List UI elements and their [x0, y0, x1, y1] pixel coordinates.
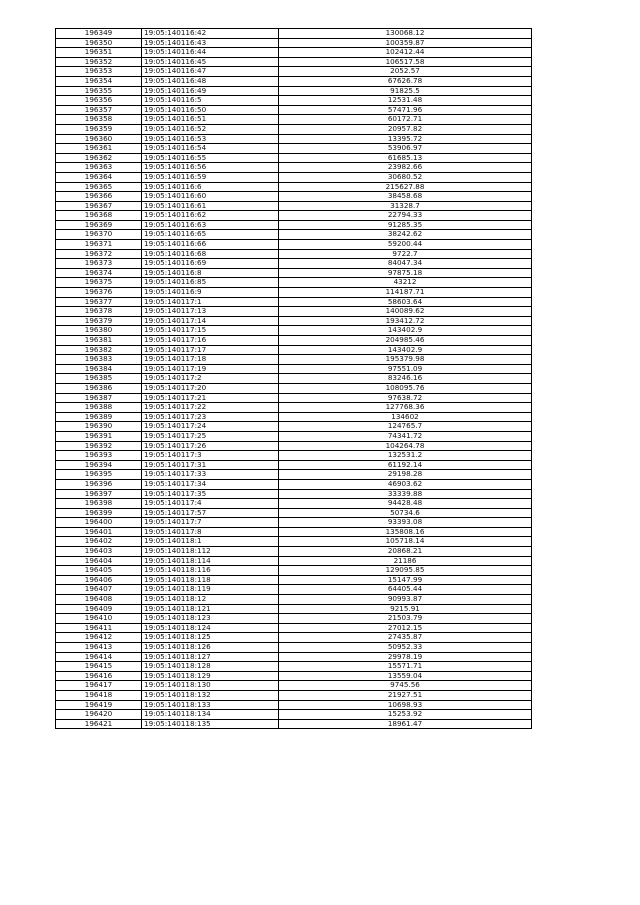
table-row [56, 499, 532, 509]
table-row [56, 547, 532, 557]
table-row [56, 585, 532, 595]
timestamp-cell: 19:05:140117:21 [142, 393, 279, 403]
table-row [56, 278, 532, 288]
timestamp-cell: 19:05:140116:69 [142, 259, 279, 269]
table-row [56, 652, 532, 662]
table-row [56, 153, 532, 163]
value-cell: 43212 [279, 278, 532, 288]
value-cell: 21186 [279, 556, 532, 566]
value-cell: 91285.35 [279, 220, 532, 230]
value-cell: 38242.62 [279, 230, 532, 240]
table-row [56, 316, 532, 326]
timestamp-cell: 19:05:140117:24 [142, 422, 279, 432]
table-row [56, 172, 532, 182]
value-cell: 61192.14 [279, 460, 532, 470]
row-id-cell: 196353 [56, 67, 142, 77]
row-id-cell: 196400 [56, 518, 142, 528]
timestamp-cell: 19:05:140118:123 [142, 614, 279, 624]
row-id-cell: 196377 [56, 297, 142, 307]
table-row [56, 105, 532, 115]
table-row [56, 144, 532, 154]
value-cell: 143402.9 [279, 326, 532, 336]
table-row [56, 393, 532, 403]
row-id-cell: 196361 [56, 144, 142, 154]
value-cell: 67626.78 [279, 76, 532, 86]
timestamp-cell: 19:05:140116:85 [142, 278, 279, 288]
value-cell: 15571.71 [279, 662, 532, 672]
table-row [56, 527, 532, 537]
value-cell: 130068.12 [279, 29, 532, 39]
value-cell: 29198.28 [279, 470, 532, 480]
row-id-cell: 196349 [56, 29, 142, 39]
row-id-cell: 196351 [56, 48, 142, 58]
row-id-cell: 196382 [56, 345, 142, 355]
value-cell: 124765.7 [279, 422, 532, 432]
row-id-cell: 196381 [56, 336, 142, 346]
row-id-cell: 196410 [56, 614, 142, 624]
value-cell: 84047.34 [279, 259, 532, 269]
value-cell: 61685.13 [279, 153, 532, 163]
timestamp-cell: 19:05:140118:130 [142, 681, 279, 691]
row-id-cell: 196370 [56, 230, 142, 240]
value-cell: 9745.56 [279, 681, 532, 691]
timestamp-cell: 19:05:140118:127 [142, 652, 279, 662]
timestamp-cell: 19:05:140118:125 [142, 633, 279, 643]
value-cell: 9722.7 [279, 249, 532, 259]
timestamp-cell: 19:05:140117:22 [142, 403, 279, 413]
timestamp-cell: 19:05:140117:4 [142, 499, 279, 509]
value-cell: 90993.87 [279, 595, 532, 605]
timestamp-cell: 19:05:140117:34 [142, 479, 279, 489]
row-id-cell: 196392 [56, 441, 142, 451]
timestamp-cell: 19:05:140118:119 [142, 585, 279, 595]
value-cell: 102412.44 [279, 48, 532, 58]
row-id-cell: 196416 [56, 671, 142, 681]
row-id-cell: 196394 [56, 460, 142, 470]
row-id-cell: 196419 [56, 700, 142, 710]
data-sheet [55, 28, 531, 729]
table-row [56, 623, 532, 633]
timestamp-cell: 19:05:140116:44 [142, 48, 279, 58]
table-row [56, 163, 532, 173]
timestamp-cell: 19:05:140117:13 [142, 307, 279, 317]
timestamp-cell: 19:05:140116:42 [142, 29, 279, 39]
table-row [56, 220, 532, 230]
timestamp-cell: 19:05:140117:31 [142, 460, 279, 470]
row-id-cell: 196352 [56, 57, 142, 67]
table-row [56, 336, 532, 346]
table-row [56, 115, 532, 125]
value-cell: 20957.82 [279, 124, 532, 134]
table-row [56, 57, 532, 67]
value-cell: 58603.64 [279, 297, 532, 307]
value-cell: 27012.15 [279, 623, 532, 633]
timestamp-cell: 19:05:140116:43 [142, 38, 279, 48]
value-cell: 114187.71 [279, 288, 532, 298]
table-row [56, 489, 532, 499]
value-cell: 105718.14 [279, 537, 532, 547]
table-row [56, 364, 532, 374]
table-row [56, 134, 532, 144]
row-id-cell: 196395 [56, 470, 142, 480]
value-cell: 60172.71 [279, 115, 532, 125]
timestamp-cell: 19:05:140117:25 [142, 431, 279, 441]
table-row [56, 76, 532, 86]
row-id-cell: 196364 [56, 172, 142, 182]
row-id-cell: 196409 [56, 604, 142, 614]
row-id-cell: 196390 [56, 422, 142, 432]
row-id-cell: 196386 [56, 383, 142, 393]
value-cell: 21927.51 [279, 690, 532, 700]
timestamp-cell: 19:05:140117:3 [142, 451, 279, 461]
row-id-cell: 196366 [56, 192, 142, 202]
value-cell: 13559.04 [279, 671, 532, 681]
table-row [56, 412, 532, 422]
timestamp-cell: 19:05:140118:12 [142, 595, 279, 605]
value-cell: 93393.08 [279, 518, 532, 528]
timestamp-cell: 19:05:140118:1 [142, 537, 279, 547]
value-cell: 127768.36 [279, 403, 532, 413]
table-row [56, 700, 532, 710]
table-row [56, 537, 532, 547]
table-row [56, 441, 532, 451]
table-row [56, 451, 532, 461]
table-row [56, 566, 532, 576]
row-id-cell: 196391 [56, 431, 142, 441]
table-row [56, 38, 532, 48]
timestamp-cell: 19:05:140118:112 [142, 547, 279, 557]
row-id-cell: 196402 [56, 537, 142, 547]
value-cell: 204985.46 [279, 336, 532, 346]
table-row [56, 96, 532, 106]
table-row [56, 575, 532, 585]
row-id-cell: 196404 [56, 556, 142, 566]
row-id-cell: 196408 [56, 595, 142, 605]
timestamp-cell: 19:05:140118:121 [142, 604, 279, 614]
row-id-cell: 196371 [56, 240, 142, 250]
value-cell: 134602 [279, 412, 532, 422]
table-row [56, 48, 532, 58]
table-row [56, 201, 532, 211]
timestamp-cell: 19:05:140118:132 [142, 690, 279, 700]
table-row [56, 182, 532, 192]
row-id-cell: 196389 [56, 412, 142, 422]
timestamp-cell: 19:05:140118:134 [142, 710, 279, 720]
row-id-cell: 196367 [56, 201, 142, 211]
value-cell: 10698.93 [279, 700, 532, 710]
row-id-cell: 196372 [56, 249, 142, 259]
timestamp-cell: 19:05:140116:62 [142, 211, 279, 221]
timestamp-cell: 19:05:140118:135 [142, 719, 279, 729]
timestamp-cell: 19:05:140118:128 [142, 662, 279, 672]
table-row [56, 124, 532, 134]
timestamp-cell: 19:05:140116:6 [142, 182, 279, 192]
row-id-cell: 196375 [56, 278, 142, 288]
row-id-cell: 196385 [56, 374, 142, 384]
value-cell: 91825.5 [279, 86, 532, 96]
value-cell: 22794.33 [279, 211, 532, 221]
timestamp-cell: 19:05:140118:126 [142, 643, 279, 653]
table-row [56, 595, 532, 605]
table-row [56, 288, 532, 298]
row-id-cell: 196383 [56, 355, 142, 365]
timestamp-cell: 19:05:140117:19 [142, 364, 279, 374]
value-cell: 97875.18 [279, 268, 532, 278]
table-row [56, 690, 532, 700]
value-cell: 38458.68 [279, 192, 532, 202]
row-id-cell: 196393 [56, 451, 142, 461]
table-body [56, 29, 532, 729]
row-id-cell: 196350 [56, 38, 142, 48]
value-cell: 140089.62 [279, 307, 532, 317]
timestamp-cell: 19:05:140116:59 [142, 172, 279, 182]
timestamp-cell: 19:05:140117:57 [142, 508, 279, 518]
row-id-cell: 196358 [56, 115, 142, 125]
value-cell: 104264.78 [279, 441, 532, 451]
value-cell: 18961.47 [279, 719, 532, 729]
value-cell: 74341.72 [279, 431, 532, 441]
value-cell: 108095.76 [279, 383, 532, 393]
timestamp-cell: 19:05:140117:15 [142, 326, 279, 336]
row-id-cell: 196413 [56, 643, 142, 653]
row-id-cell: 196354 [56, 76, 142, 86]
timestamp-cell: 19:05:140118:124 [142, 623, 279, 633]
table-row [56, 671, 532, 681]
row-id-cell: 196360 [56, 134, 142, 144]
timestamp-cell: 19:05:140116:54 [142, 144, 279, 154]
table-row [56, 719, 532, 729]
timestamp-cell: 19:05:140116:9 [142, 288, 279, 298]
timestamp-cell: 19:05:140116:66 [142, 240, 279, 250]
value-cell: 57471.96 [279, 105, 532, 115]
value-cell: 53906.97 [279, 144, 532, 154]
table-row [56, 556, 532, 566]
value-cell: 193412.72 [279, 316, 532, 326]
row-id-cell: 196374 [56, 268, 142, 278]
timestamp-cell: 19:05:140117:20 [142, 383, 279, 393]
table-row [56, 508, 532, 518]
timestamp-cell: 19:05:140116:50 [142, 105, 279, 115]
value-cell: 132531.2 [279, 451, 532, 461]
row-id-cell: 196407 [56, 585, 142, 595]
value-cell: 59200.44 [279, 240, 532, 250]
value-cell: 97638.72 [279, 393, 532, 403]
timestamp-cell: 19:05:140117:2 [142, 374, 279, 384]
value-cell: 21503.79 [279, 614, 532, 624]
row-id-cell: 196368 [56, 211, 142, 221]
row-id-cell: 196373 [56, 259, 142, 269]
table-row [56, 374, 532, 384]
timestamp-cell: 19:05:140116:60 [142, 192, 279, 202]
value-cell: 83246.16 [279, 374, 532, 384]
timestamp-cell: 19:05:140117:17 [142, 345, 279, 355]
timestamp-cell: 19:05:140116:5 [142, 96, 279, 106]
value-cell: 13395.72 [279, 134, 532, 144]
value-cell: 29978.19 [279, 652, 532, 662]
table-row [56, 29, 532, 39]
row-id-cell: 196380 [56, 326, 142, 336]
timestamp-cell: 19:05:140117:16 [142, 336, 279, 346]
table-row [56, 422, 532, 432]
row-id-cell: 196362 [56, 153, 142, 163]
row-id-cell: 196417 [56, 681, 142, 691]
timestamp-cell: 19:05:140116:56 [142, 163, 279, 173]
value-cell: 33339.88 [279, 489, 532, 499]
data-table [55, 28, 532, 729]
timestamp-cell: 19:05:140118:116 [142, 566, 279, 576]
timestamp-cell: 19:05:140117:8 [142, 527, 279, 537]
value-cell: 129095.85 [279, 566, 532, 576]
table-row [56, 643, 532, 653]
timestamp-cell: 19:05:140117:35 [142, 489, 279, 499]
timestamp-cell: 19:05:140118:114 [142, 556, 279, 566]
timestamp-cell: 19:05:140117:7 [142, 518, 279, 528]
value-cell: 143402.9 [279, 345, 532, 355]
row-id-cell: 196405 [56, 566, 142, 576]
value-cell: 9215.91 [279, 604, 532, 614]
table-row [56, 240, 532, 250]
row-id-cell: 196396 [56, 479, 142, 489]
timestamp-cell: 19:05:140118:118 [142, 575, 279, 585]
table-row [56, 403, 532, 413]
value-cell: 30680.52 [279, 172, 532, 182]
table-row [56, 307, 532, 317]
table-row [56, 355, 532, 365]
value-cell: 12531.48 [279, 96, 532, 106]
table-row [56, 326, 532, 336]
value-cell: 50734.6 [279, 508, 532, 518]
timestamp-cell: 19:05:140116:45 [142, 57, 279, 67]
row-id-cell: 196363 [56, 163, 142, 173]
value-cell: 195379.98 [279, 355, 532, 365]
table-row [56, 604, 532, 614]
timestamp-cell: 19:05:140116:68 [142, 249, 279, 259]
row-id-cell: 196357 [56, 105, 142, 115]
value-cell: 15147.99 [279, 575, 532, 585]
timestamp-cell: 19:05:140117:1 [142, 297, 279, 307]
value-cell: 135808.16 [279, 527, 532, 537]
timestamp-cell: 19:05:140118:133 [142, 700, 279, 710]
row-id-cell: 196411 [56, 623, 142, 633]
row-id-cell: 196376 [56, 288, 142, 298]
table-row [56, 297, 532, 307]
timestamp-cell: 19:05:140116:48 [142, 76, 279, 86]
row-id-cell: 196359 [56, 124, 142, 134]
value-cell: 215627.88 [279, 182, 532, 192]
timestamp-cell: 19:05:140116:49 [142, 86, 279, 96]
value-cell: 100359.87 [279, 38, 532, 48]
row-id-cell: 196365 [56, 182, 142, 192]
row-id-cell: 196397 [56, 489, 142, 499]
table-row [56, 614, 532, 624]
table-row [56, 431, 532, 441]
table-row [56, 479, 532, 489]
table-row [56, 230, 532, 240]
row-id-cell: 196398 [56, 499, 142, 509]
row-id-cell: 196415 [56, 662, 142, 672]
table-row [56, 518, 532, 528]
row-id-cell: 196414 [56, 652, 142, 662]
row-id-cell: 196401 [56, 527, 142, 537]
table-row [56, 67, 532, 77]
row-id-cell: 196406 [56, 575, 142, 585]
table-row [56, 268, 532, 278]
table-row [56, 345, 532, 355]
value-cell: 106517.58 [279, 57, 532, 67]
timestamp-cell: 19:05:140117:33 [142, 470, 279, 480]
timestamp-cell: 19:05:140117:26 [142, 441, 279, 451]
value-cell: 64405.44 [279, 585, 532, 595]
timestamp-cell: 19:05:140116:63 [142, 220, 279, 230]
table-row [56, 470, 532, 480]
row-id-cell: 196379 [56, 316, 142, 326]
row-id-cell: 196412 [56, 633, 142, 643]
timestamp-cell: 19:05:140116:53 [142, 134, 279, 144]
table-row [56, 633, 532, 643]
value-cell: 97551.09 [279, 364, 532, 374]
row-id-cell: 196388 [56, 403, 142, 413]
value-cell: 94428.48 [279, 499, 532, 509]
table-row [56, 86, 532, 96]
timestamp-cell: 19:05:140116:51 [142, 115, 279, 125]
timestamp-cell: 19:05:140116:65 [142, 230, 279, 240]
timestamp-cell: 19:05:140118:129 [142, 671, 279, 681]
table-row [56, 211, 532, 221]
row-id-cell: 196356 [56, 96, 142, 106]
row-id-cell: 196378 [56, 307, 142, 317]
value-cell: 20868.21 [279, 547, 532, 557]
row-id-cell: 196421 [56, 719, 142, 729]
value-cell: 46903.62 [279, 479, 532, 489]
timestamp-cell: 19:05:140117:23 [142, 412, 279, 422]
timestamp-cell: 19:05:140116:55 [142, 153, 279, 163]
timestamp-cell: 19:05:140116:61 [142, 201, 279, 211]
table-row [56, 249, 532, 259]
row-id-cell: 196384 [56, 364, 142, 374]
value-cell: 2052.57 [279, 67, 532, 77]
timestamp-cell: 19:05:140116:52 [142, 124, 279, 134]
row-id-cell: 196403 [56, 547, 142, 557]
table-row [56, 681, 532, 691]
row-id-cell: 196420 [56, 710, 142, 720]
table-row [56, 662, 532, 672]
table-row [56, 460, 532, 470]
value-cell: 27435.87 [279, 633, 532, 643]
table-row [56, 192, 532, 202]
value-cell: 31328.7 [279, 201, 532, 211]
value-cell: 50952.33 [279, 643, 532, 653]
table-row [56, 259, 532, 269]
timestamp-cell: 19:05:140116:8 [142, 268, 279, 278]
timestamp-cell: 19:05:140117:14 [142, 316, 279, 326]
table-row [56, 383, 532, 393]
value-cell: 15253.92 [279, 710, 532, 720]
timestamp-cell: 19:05:140117:18 [142, 355, 279, 365]
table-row [56, 710, 532, 720]
row-id-cell: 196355 [56, 86, 142, 96]
row-id-cell: 196399 [56, 508, 142, 518]
value-cell: 23982.66 [279, 163, 532, 173]
row-id-cell: 196418 [56, 690, 142, 700]
row-id-cell: 196369 [56, 220, 142, 230]
row-id-cell: 196387 [56, 393, 142, 403]
timestamp-cell: 19:05:140116:47 [142, 67, 279, 77]
